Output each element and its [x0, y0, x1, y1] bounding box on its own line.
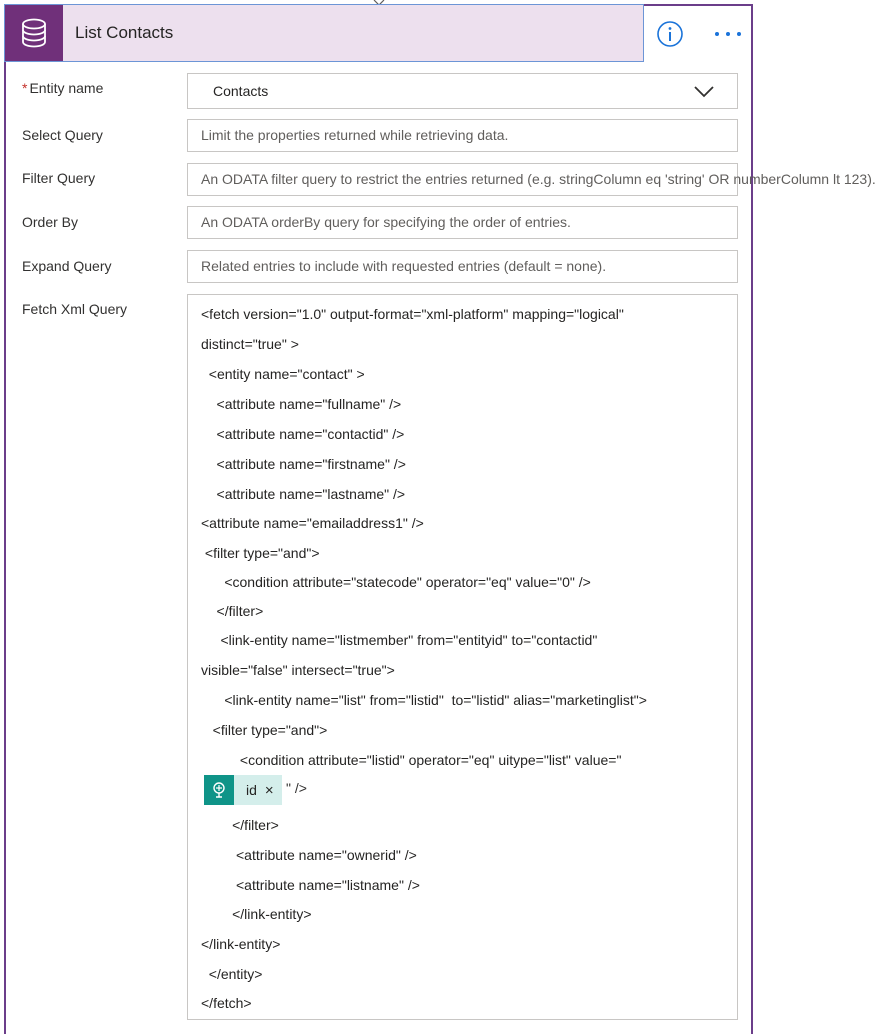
xml-line: <filter type="and">: [201, 545, 320, 561]
required-mark: *: [22, 80, 28, 96]
expand-query-input[interactable]: [187, 250, 738, 283]
fetch-xml-input[interactable]: [187, 294, 738, 1020]
token-body: [234, 775, 282, 805]
entity-name-label: [22, 80, 103, 96]
xml-line: <attribute name="firstname" />: [201, 456, 406, 472]
token-label: id: [246, 782, 257, 798]
token-icon-box: [204, 775, 234, 805]
xml-line: <fetch version="1.0" output-format="xml-platform" mapping="logical": [201, 306, 624, 322]
database-icon: [21, 18, 47, 48]
action-title: List Contacts: [75, 23, 174, 42]
expand-query-label: Expand Query: [22, 258, 112, 274]
xml-line: distinct="true" >: [201, 336, 299, 352]
info-icon: [656, 20, 684, 48]
dynamic-content-icon: [210, 781, 228, 799]
xml-line: </entity>: [201, 966, 263, 982]
xml-line: <link-entity name="list" from="listid" to="listid" alias="marketinglist">: [201, 692, 647, 708]
filter-query-label: Filter Query: [22, 170, 96, 186]
chevron-down-icon: [693, 81, 715, 101]
xml-line: <attribute name="lastname" />: [201, 486, 406, 502]
xml-line: <attribute name="contactid" />: [201, 426, 405, 442]
select-query-input[interactable]: [187, 119, 738, 152]
more-icon: [713, 31, 743, 37]
info-button[interactable]: [656, 20, 684, 48]
filter-query-placeholder: An ODATA filter query to restrict the entries returned (e.g. stringColumn eq 'string' OR numberColumn lt 123).: [201, 171, 876, 187]
xml-line: </fetch>: [201, 995, 252, 1011]
xml-line: <attribute name="listname" />: [201, 877, 420, 893]
xml-line: <attribute name="fullname" />: [201, 396, 402, 412]
token-remove-button[interactable]: ×: [264, 781, 274, 799]
xml-line: </link-entity>: [201, 906, 312, 922]
xml-line: </link-entity>: [201, 936, 281, 952]
xml-line: <attribute name="ownerid" />: [201, 847, 417, 863]
xml-line: <entity name="contact" >: [201, 366, 365, 382]
select-query-label: Select Query: [22, 127, 103, 143]
connector-icon-box: [5, 5, 63, 61]
xml-line: visible="false" intersect="true">: [201, 662, 395, 678]
entity-name-value: Contacts: [213, 83, 269, 99]
order-by-input[interactable]: [187, 206, 738, 239]
filter-query-input[interactable]: [187, 163, 876, 196]
order-by-label: Order By: [22, 214, 79, 230]
xml-line: <filter type="and">: [201, 722, 328, 738]
xml-line: <condition attribute="statecode" operator="eq" value="0" />: [201, 574, 591, 590]
expand-query-placeholder: Related entries to include with requested entries (default = none).: [201, 258, 607, 274]
action-header[interactable]: [4, 4, 644, 62]
order-by-placeholder: An ODATA orderBy query for specifying the order of entries.: [201, 214, 571, 230]
xml-line: " />: [286, 780, 307, 796]
more-options-button[interactable]: [710, 20, 746, 48]
xml-line: <condition attribute="listid" operator="eq" uitype="list" value=": [201, 752, 622, 768]
xml-line: </filter>: [201, 817, 279, 833]
xml-line: </filter>: [201, 603, 264, 619]
dynamic-content-token[interactable]: [204, 775, 282, 805]
xml-line: <link-entity name="listmember" from="entityid" to="contactid": [201, 632, 598, 648]
entity-name-select[interactable]: [187, 73, 738, 109]
xml-line: <attribute name="emailaddress1" />: [201, 515, 424, 531]
entity-name-label-text: Entity name: [29, 80, 104, 96]
fetch-xml-label: Fetch Xml Query: [22, 301, 128, 317]
select-query-placeholder: Limit the properties returned while retrieving data.: [201, 127, 509, 143]
